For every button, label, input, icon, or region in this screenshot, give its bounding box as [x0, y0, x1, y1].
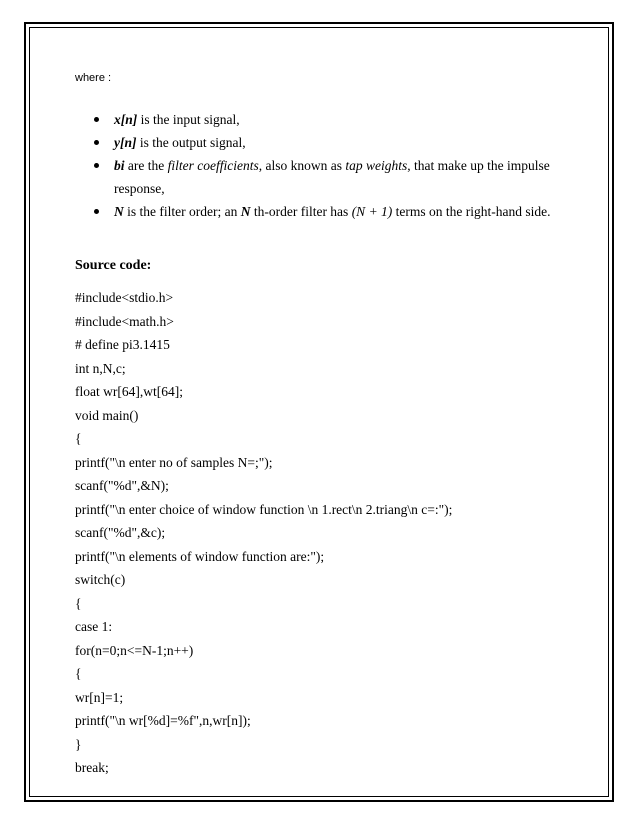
- definition-text: is the input signal,: [137, 112, 240, 127]
- definition-text: th-order filter has: [250, 204, 352, 219]
- code-line: float wr[64],wt[64];: [75, 384, 183, 399]
- definition-text: are the: [124, 158, 168, 173]
- code-line: #include<stdio.h>: [75, 290, 174, 305]
- source-code-block: [75, 286, 452, 780]
- definition-text: , that make up the impulse response,: [114, 158, 550, 196]
- code-line: printf("\n elements of window function are:");: [75, 548, 325, 564]
- code-line: {: [75, 666, 82, 681]
- math-expression: (N + 1): [351, 204, 393, 219]
- intro-text: where :: [75, 72, 112, 84]
- bullet-icon: [94, 140, 99, 145]
- code-line: #include<math.h>: [75, 313, 174, 329]
- code-line: wr[n]=1;: [75, 689, 124, 705]
- code-line: int n,N,c;: [75, 360, 126, 376]
- code-line: break;: [75, 760, 109, 775]
- emphasis-text: tap weights: [345, 158, 408, 173]
- math-symbol: bi: [114, 158, 125, 173]
- math-symbol: N: [240, 204, 251, 219]
- list-item: [94, 131, 564, 154]
- math-symbol: y[n]: [114, 135, 137, 150]
- bullet-icon: [94, 117, 99, 122]
- code-line: printf("\n wr[%d]=%f",n,wr[n]);: [75, 713, 251, 728]
- bullet-icon: [94, 209, 99, 214]
- math-symbol: N: [114, 204, 124, 219]
- definition-text: is the filter order; an: [123, 204, 241, 219]
- code-line: printf("\n enter choice of window function \n 1.rect\n 2.triang\n c=:");: [75, 501, 453, 517]
- code-line: {: [75, 595, 82, 611]
- bullet-icon: [94, 163, 99, 168]
- code-line: for(n=0;n<=N-1;n++): [75, 642, 194, 658]
- section-heading: Source code:: [75, 258, 152, 273]
- code-line: void main(): [75, 407, 139, 423]
- list-item: [94, 200, 564, 223]
- definitions-list: [94, 108, 564, 223]
- list-item: [94, 108, 564, 131]
- code-line: scanf("%d",&c);: [75, 525, 166, 540]
- math-symbol: x[n]: [114, 112, 138, 127]
- code-line: # define pi3.1415: [75, 337, 170, 352]
- emphasis-text: filter coefficients: [167, 158, 259, 173]
- definition-text: terms on the right-hand side.: [392, 204, 551, 219]
- code-line: printf("\n enter no of samples N=;");: [75, 454, 273, 470]
- definition-text: is the output signal,: [136, 135, 246, 150]
- list-item: [94, 154, 564, 200]
- code-line: {: [75, 431, 82, 446]
- definition-text: , also known as: [258, 158, 346, 173]
- code-line: case 1:: [75, 619, 113, 634]
- code-line: switch(c): [75, 572, 126, 587]
- code-line: scanf("%d",&N);: [75, 478, 169, 493]
- code-line: }: [75, 736, 82, 752]
